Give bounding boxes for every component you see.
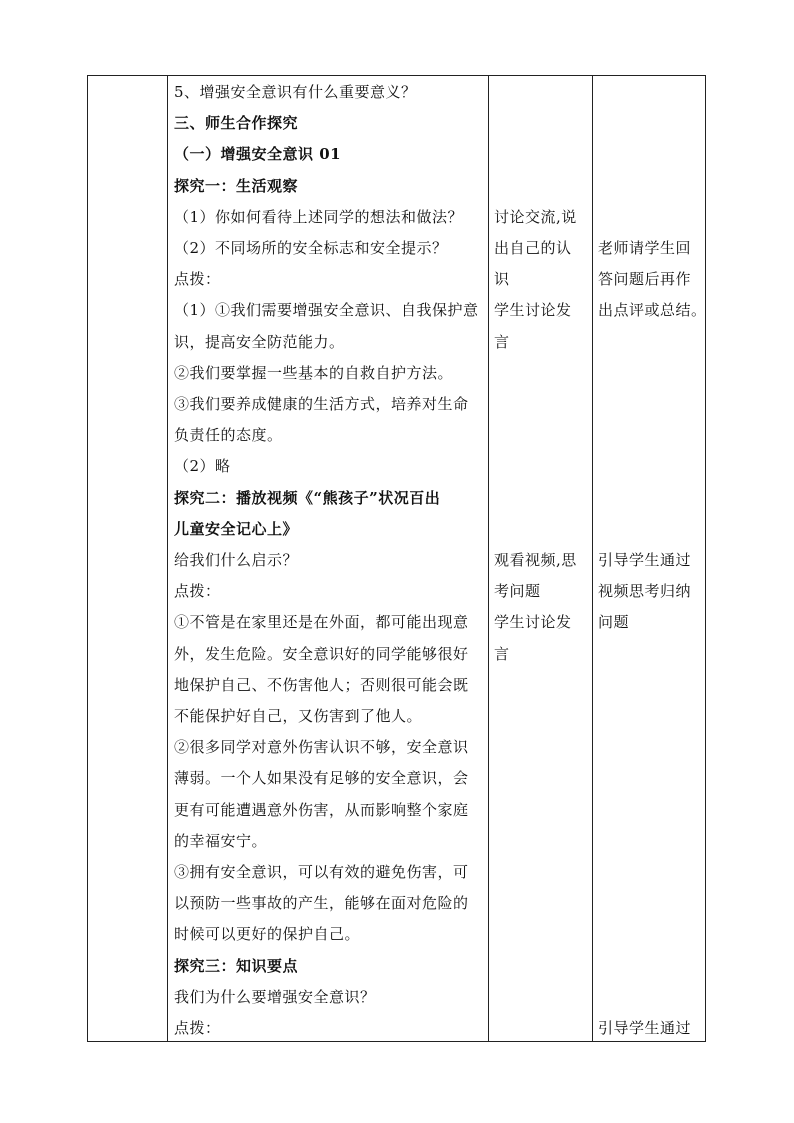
column-divider-1 [167,76,168,1041]
column-divider-3 [592,76,593,1041]
content-line: 外，发生危险。安全意识好的同学能够很好 [174,644,469,663]
content-line: （2）略 [174,457,231,476]
content-line: 探究二：播放视频《“熊孩子”状况百出 [174,488,441,507]
content-line: （1）你如何看待上述同学的想法和做法？ [174,207,464,226]
content-line: 5、增强安全意识有什么重要意义？ [174,83,417,101]
content-line: ③我们要养成健康的生活方式，培养对生命 [174,395,469,413]
content-line: 点拨： [174,582,221,601]
design-intent-line: 引导学生通过 [598,551,692,569]
content-line: （2）不同场所的安全标志和安全提示？ [174,239,448,257]
content-line: ③拥有安全意识，可以有效的避免伤害，可 [174,863,469,881]
content-line: 给我们什么启示？ [174,551,299,569]
student-activity-line: 言 [494,644,510,663]
content-line: 点拨： [174,270,221,289]
student-activity-line: 出自己的认 [494,239,572,257]
content-line: 更有可能遭遇意外伤害，从而影响整个家庭 [174,800,469,819]
column-divider-2 [488,76,489,1041]
student-activity-line: 识 [494,270,510,289]
content-line: （一）增强安全意识 01 [174,145,342,164]
student-activity-line: 言 [494,332,510,351]
content-line: 地保护自己、不伤害他人；否则很可能会既 [174,675,469,694]
student-activity-line: 学生讨论发 [494,613,572,632]
content-line: 探究一：生活观察 [174,176,299,195]
design-intent-line: 出点评或总结。 [598,301,707,320]
content-line: ②我们要掌握一些基本的自救自护方法。 [174,363,454,382]
content-line: 识，提高安全防范能力。 [174,332,345,351]
student-activity-line: 学生讨论发 [494,301,572,320]
content-line: 时候可以更好的保护自己。 [174,925,361,944]
design-intent-line: 问题 [598,613,630,632]
student-activity-line: 观看视频,思 [494,551,577,569]
content-line: 负责任的态度。 [174,426,283,445]
design-intent-line: 视频思考归纳 [598,582,692,601]
content-line: 不能保护好自己，又伤害到了他人。 [174,707,423,725]
content-line: 探究三：知识要点 [174,956,299,975]
content-line: 点拨： [174,1019,221,1037]
design-intent-line: 老师请学生回 [598,239,692,257]
design-intent-line: 引导学生通过 [598,1019,692,1037]
content-line: 的幸福安宁。 [174,831,268,850]
student-activity-line: 讨论交流,说 [494,207,577,226]
student-activity-line: 考问题 [494,582,541,601]
content-line: 我们为什么要增强安全意识？ [174,987,376,1006]
content-line: ②很多同学对意外伤害认识不够，安全意识 [174,738,469,757]
content-line: 儿童安全记心上》 [174,519,299,538]
content-line: （1）①我们需要增强安全意识、自我保护意 [174,301,479,320]
content-line: ①不管是在家里还是在外面，都可能出现意 [174,613,469,632]
content-line: 三、师生合作探究 [174,114,299,133]
content-line: 以预防一些事故的产生，能够在面对危险的 [174,894,469,913]
design-intent-line: 答问题后再作 [598,270,692,289]
lesson-plan-table [87,75,706,1042]
content-line: 薄弱。一个人如果没有足够的安全意识，会 [174,769,469,788]
